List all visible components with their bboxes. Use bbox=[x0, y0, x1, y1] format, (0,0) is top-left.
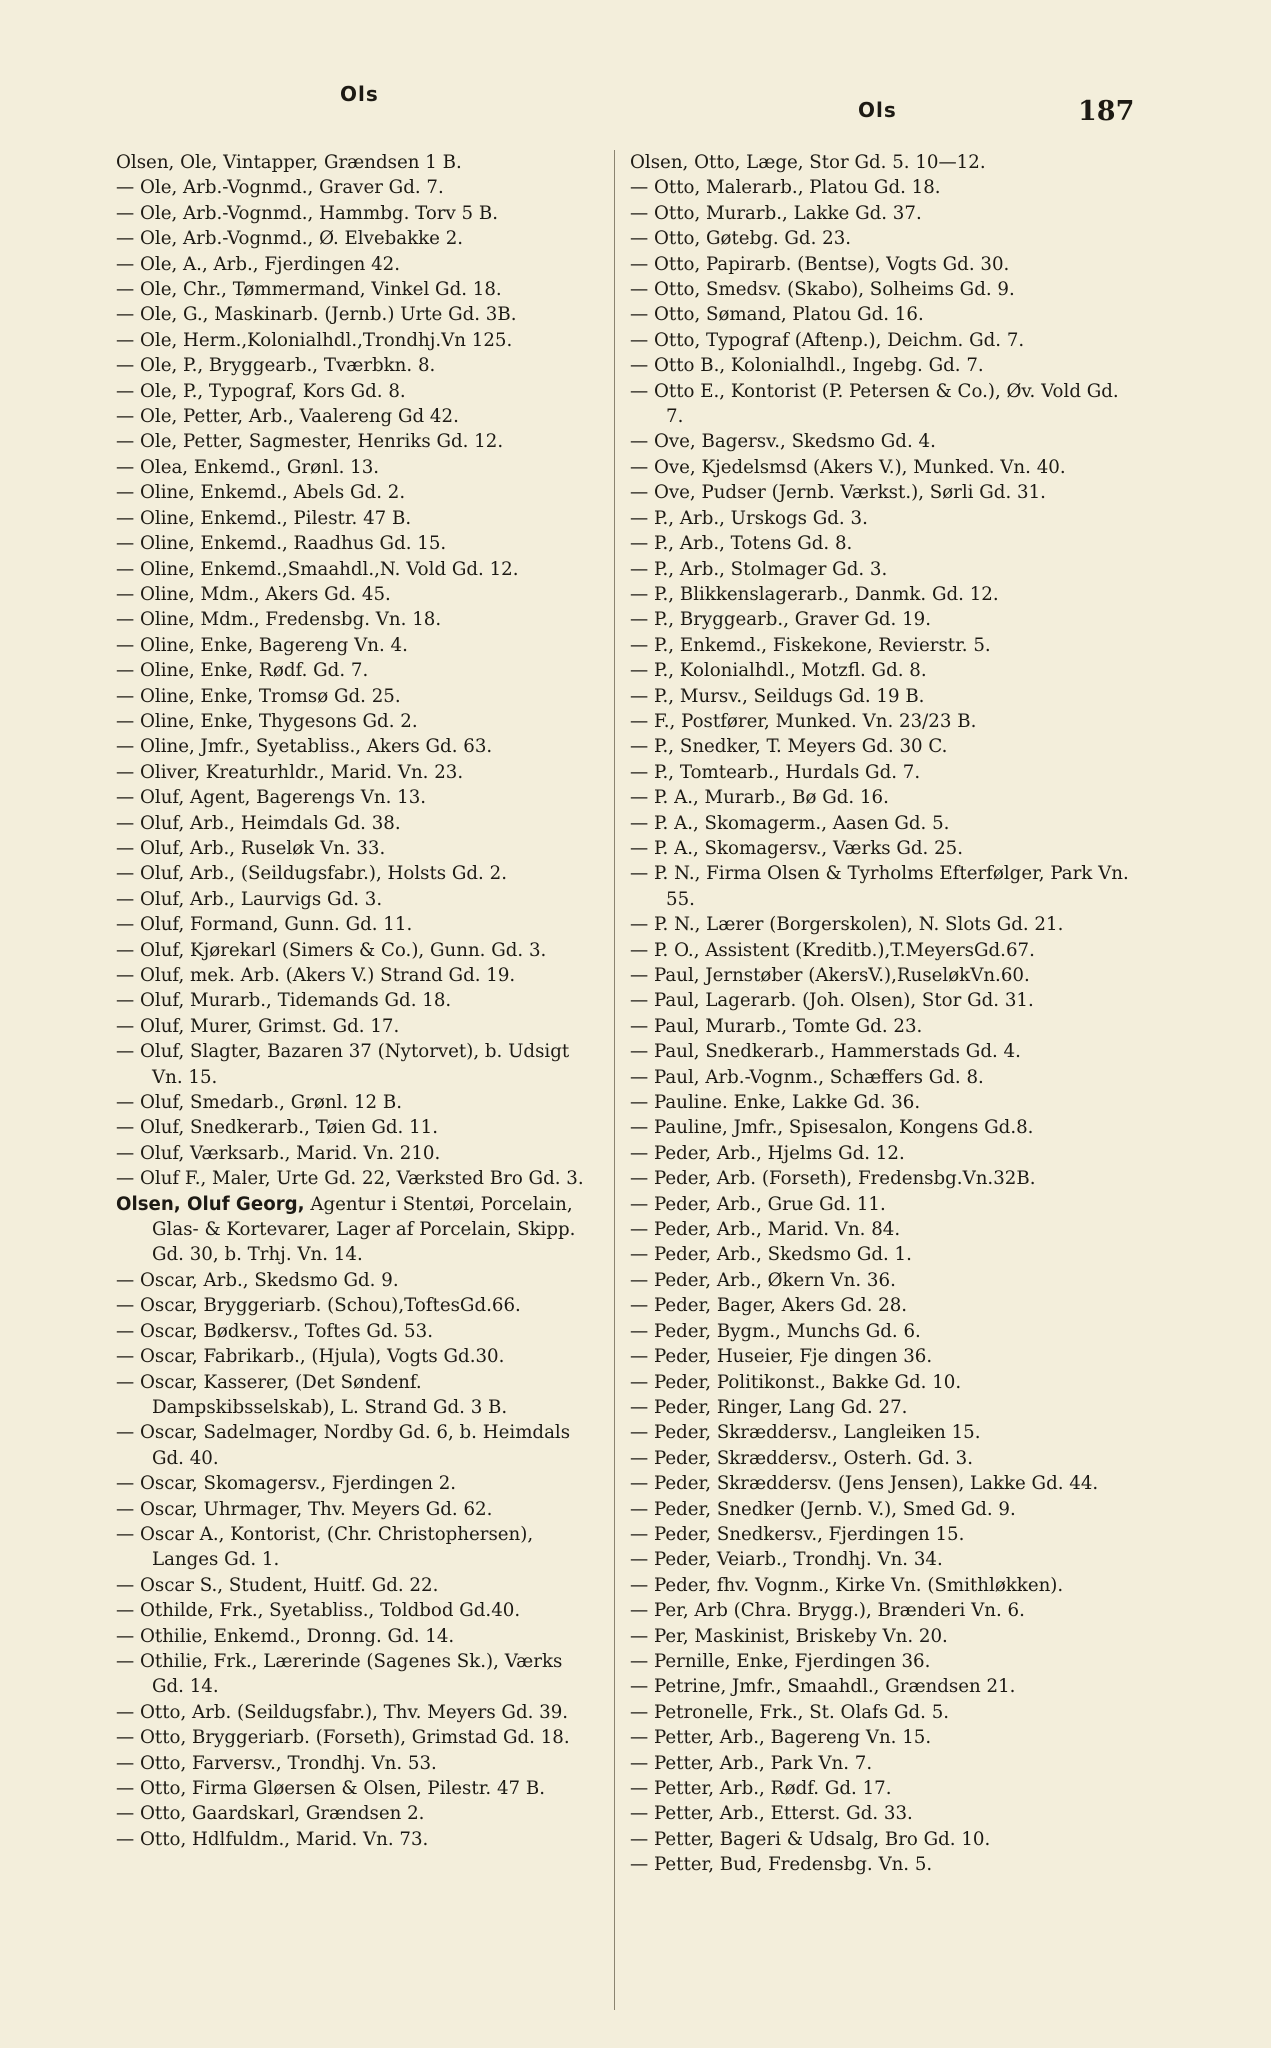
directory-entry: — Oscar, Fabrikarb., (Hjula), Vogts Gd.30. bbox=[116, 1346, 505, 1368]
directory-entry: — Otto, Gøtebg. Gd. 23. bbox=[630, 228, 852, 250]
directory-entry: — Peder, Snedkersv., Fjerdingen 15. bbox=[630, 1523, 965, 1545]
directory-entry: — Ole, Petter, Sagmester, Henriks Gd. 12. bbox=[116, 431, 504, 453]
directory-entry: — Paul, Murarb., Tomte Gd. 23. bbox=[630, 1015, 923, 1037]
directory-entry: — Paul, Arb.-Vognm., Schæffers Gd. 8. bbox=[630, 1066, 984, 1088]
directory-entry: — Oliver, Kreaturhldr., Marid. Vn. 23. bbox=[116, 761, 464, 783]
directory-entry: — Oscar, Kasserer, (Det Søndenf. Dampskibsselskab), L. Strand Gd. 3 B. bbox=[116, 1371, 508, 1418]
directory-entry: Olsen, Otto, Læge, Stor Gd. 5. 10—12. bbox=[630, 152, 986, 173]
page-header bbox=[0, 82, 1271, 127]
directory-entry: — Peder, Veiarb., Trondhj. Vn. 34. bbox=[630, 1549, 943, 1571]
directory-entry: — Othilie, Frk., Lærerinde (Sagenes Sk.), Værks Gd. 14. bbox=[116, 1650, 563, 1698]
directory-entry: — Oline, Enke, Bagereng Vn. 4. bbox=[116, 634, 408, 656]
directory-entry: — Peder, Skræddersv., Langleiken 15. bbox=[630, 1422, 981, 1444]
directory-entry: — Oluf, Smedarb., Grønl. 12 B. bbox=[116, 1092, 403, 1114]
directory-entry: — Per, Maskinist, Briskeby Vn. 20. bbox=[630, 1625, 948, 1647]
directory-entry: — Paul, Snedkerarb., Hammerstads Gd. 4. bbox=[630, 1041, 1021, 1063]
directory-entry: — Oluf, mek. Arb. (Akers V.) Strand Gd. 19. bbox=[116, 965, 516, 986]
directory-entry: — P., Arb., Urskogs Gd. 3. bbox=[630, 507, 868, 529]
directory-entry: — Oscar, Skomagersv., Fjerdingen 2. bbox=[116, 1473, 457, 1495]
directory-entry: — Otto, Smedsv. (Skabo), Solheims Gd. 9. bbox=[630, 279, 1015, 301]
directory-entry: — Otto, Malerarb., Platou Gd. 18. bbox=[630, 177, 941, 199]
directory-entry: — Ole, Arb.-Vognmd., Graver Gd. 7. bbox=[116, 177, 444, 199]
directory-entry: — Othilde, Frk., Syetabliss., Toldbod Gd.40. bbox=[116, 1600, 521, 1622]
directory-entry: — Ove, Pudser (Jernb. Værkst.), Sørli Gd. 31. bbox=[630, 482, 1046, 504]
directory-entry: — P. N., Firma Olsen & Tyrholms Efterfølger, Park Vn. 55. bbox=[630, 863, 1129, 910]
directory-entry: — Otto, Sømand, Platou Gd. 16. bbox=[630, 304, 924, 326]
directory-entry: — Otto B., Kolonialhdl., Ingebg. Gd. 7. bbox=[630, 355, 984, 377]
directory-entry: — Ole, Arb.-Vognmd., Hammbg. Torv 5 B. bbox=[116, 202, 499, 224]
directory-entry: — Peder, Snedker (Jernb. V.), Smed Gd. 9. bbox=[630, 1498, 1016, 1520]
featured-entry-text: Agentur i Stentøi, Porcelain, Glas- & Kortevarer, Lager af Porcelain, Skipp. Gd. 30, b. Trhj. Vn. 14. bbox=[152, 1193, 576, 1266]
directory-entry: — Otto, Farversv., Trondhj. Vn. 53. bbox=[116, 1752, 437, 1774]
directory-entry: — Oluf, Værksarb., Marid. Vn. 210. bbox=[116, 1142, 441, 1164]
directory-entry: — Oscar, Arb., Skedsmo Gd. 9. bbox=[116, 1269, 399, 1291]
directory-entry: — Oline, Enkemd., Abels Gd. 2. bbox=[116, 482, 406, 504]
directory-entry: — Oline, Mdm., Fredensbg. Vn. 18. bbox=[116, 609, 442, 631]
directory-entry: — Paul, Jernstøber (AkersV.),RuseløkVn.60. bbox=[630, 965, 1030, 986]
directory-entry: — Oscar, Bødkersv., Toftes Gd. 53. bbox=[116, 1320, 433, 1342]
directory-entry: — Ove, Kjedelsmsd (Akers V.), Munked. Vn. 40. bbox=[630, 456, 1066, 478]
directory-entry: — P., Kolonialhdl., Motzfl. Gd. 8. bbox=[630, 660, 927, 682]
directory-entry: — Petter, Bageri & Udsalg, Bro Gd. 10. bbox=[630, 1828, 991, 1850]
directory-entry: — Otto, Hdlfuldm., Marid. Vn. 73. bbox=[116, 1828, 429, 1850]
directory-entry: — Otto, Papirarb. (Bentse), Vogts Gd. 30. bbox=[630, 253, 1010, 275]
directory-entry: — Ole, G., Maskinarb. (Jernb.) Urte Gd. 3B. bbox=[116, 304, 517, 326]
directory-entry: — Oline, Enke, Rødf. Gd. 7. bbox=[116, 660, 369, 682]
directory-entry: — Oline, Enke, Tromsø Gd. 25. bbox=[116, 685, 401, 707]
directory-entry: — Otto, Arb. (Seildugsfabr.), Thv. Meyers Gd. 39. bbox=[116, 1701, 569, 1723]
directory-entry: — Otto, Murarb., Lakke Gd. 37. bbox=[630, 202, 922, 224]
directory-entry: — Ole, P., Typograf, Kors Gd. 8. bbox=[116, 380, 406, 402]
directory-entry: — Petter, Arb., Bagereng Vn. 15. bbox=[630, 1727, 932, 1749]
featured-entry-name: Olsen, Oluf Georg, bbox=[116, 1193, 305, 1215]
directory-entry: — Peder, Skræddersv., Osterh. Gd. 3. bbox=[630, 1447, 973, 1469]
directory-entry: — Peder, Arb., Økern Vn. 36. bbox=[630, 1269, 896, 1291]
directory-entry: Olsen, Ole, Vintapper, Grændsen 1 B. bbox=[116, 152, 462, 173]
header-middle-keyword: Ols bbox=[858, 98, 897, 122]
directory-entry: — Peder, Skræddersv. (Jens Jensen), Lakke Gd. 44. bbox=[630, 1473, 1099, 1495]
directory-entry: — Oline, Enkemd., Pilestr. 47 B. bbox=[116, 507, 412, 529]
directory-entry: — Peder, fhv. Vognm., Kirke Vn. (Smithløkken). bbox=[630, 1574, 1064, 1596]
directory-entry: — Ove, Bagersv., Skedsmo Gd. 4. bbox=[630, 431, 936, 453]
directory-entry: — Petter, Arb., Park Vn. 7. bbox=[630, 1752, 873, 1774]
directory-entry: — Petter, Arb., Etterst. Gd. 33. bbox=[630, 1803, 913, 1825]
directory-entry: — Peder, Arb. (Forseth), Fredensbg.Vn.32B. bbox=[630, 1168, 1036, 1190]
directory-entry: — P., Tomtearb., Hurdals Gd. 7. bbox=[630, 761, 921, 783]
directory-entry: — P., Arb., Totens Gd. 8. bbox=[630, 533, 853, 555]
directory-entry: — Otto, Bryggeriarb. (Forseth), Grimstad Gd. 18. bbox=[116, 1727, 570, 1749]
left-column bbox=[116, 150, 586, 1852]
directory-entry: — Oluf, Snedkerarb., Tøien Gd. 11. bbox=[116, 1117, 439, 1139]
directory-entry: — Oscar, Uhrmager, Thv. Meyers Gd. 62. bbox=[116, 1498, 493, 1520]
directory-entry: — P., Arb., Stolmager Gd. 3. bbox=[630, 558, 888, 580]
directory-entry: — Peder, Arb., Skedsmo Gd. 1. bbox=[630, 1244, 912, 1266]
directory-entry: — Oscar A., Kontorist, (Chr. Christophersen), Langes Gd. 1. bbox=[116, 1523, 534, 1571]
directory-entry: — Oline, Mdm., Akers Gd. 45. bbox=[116, 583, 391, 605]
directory-entry: — Peder, Politikonst., Bakke Gd. 10. bbox=[630, 1371, 962, 1393]
directory-entry: — Petter, Bud, Fredensbg. Vn. 5. bbox=[630, 1854, 933, 1876]
directory-entry: — Oline, Enke, Thygesons Gd. 2. bbox=[116, 710, 418, 732]
directory-entry: — Oscar, Bryggeriarb. (Schou),ToftesGd.66. bbox=[116, 1295, 521, 1317]
directory-entry: — Per, Arb (Chra. Brygg.), Brænderi Vn. 6. bbox=[630, 1600, 1025, 1622]
directory-entry: — P. N., Lærer (Borgerskolen), N. Slots Gd. 21. bbox=[630, 914, 1064, 936]
directory-entry: — Ole, Petter, Arb., Vaalereng Gd 42. bbox=[116, 406, 459, 428]
directory-entry: — Peder, Bygm., Munchs Gd. 6. bbox=[630, 1320, 921, 1342]
directory-entry: — Oluf, Kjørekarl (Simers & Co.), Gunn. Gd. 3. bbox=[116, 939, 547, 961]
directory-entry: — Ole, Herm.,Kolonialhdl.,Trondhj.Vn 125. bbox=[116, 329, 513, 351]
directory-entry: — F., Postfører, Munked. Vn. 23/23 B. bbox=[630, 710, 977, 732]
directory-entry: — Ole, Chr., Tømmermand, Vinkel Gd. 18. bbox=[116, 279, 502, 301]
directory-entry: — Peder, Huseier, Fje dingen 36. bbox=[630, 1346, 933, 1368]
directory-entry: — P., Blikkenslagerarb., Danmk. Gd. 12. bbox=[630, 583, 999, 605]
directory-entry: — Oluf, Formand, Gunn. Gd. 11. bbox=[116, 914, 413, 936]
directory-entry-featured bbox=[116, 1192, 586, 1268]
directory-entry: — Petrine, Jmfr., Smaahdl., Grændsen 21. bbox=[630, 1676, 1016, 1698]
directory-entry: — Petter, Arb., Rødf. Gd. 17. bbox=[630, 1778, 892, 1799]
directory-entry: — Petronelle, Frk., St. Olafs Gd. 5. bbox=[630, 1701, 950, 1723]
directory-entry: — Peder, Ringer, Lang Gd. 27. bbox=[630, 1396, 908, 1418]
directory-entry: — Ole, A., Arb., Fjerdingen 42. bbox=[116, 253, 401, 275]
directory-entry: — Oluf, Agent, Bagerengs Vn. 13. bbox=[116, 787, 427, 809]
directory-entry: — Oluf F., Maler, Urte Gd. 22, Værksted Bro Gd. 3. bbox=[116, 1168, 584, 1190]
directory-entry: — Oluf, Slagter, Bazaren 37 (Nytorvet), b. Udsigt Vn. 15. bbox=[116, 1041, 570, 1088]
directory-entry: — Otto E., Kontorist (P. Petersen & Co.), Øv. Vold Gd. 7. bbox=[630, 380, 1119, 428]
directory-entry: — Oluf, Murarb., Tidemands Gd. 18. bbox=[116, 990, 452, 1012]
column-divider bbox=[614, 150, 615, 2010]
directory-entry: — Oluf, Arb., Laurvigs Gd. 3. bbox=[116, 888, 383, 910]
directory-entry: — P. A., Skomagerm., Aasen Gd. 5. bbox=[630, 812, 950, 834]
directory-entry: — P. A., Skomagersv., Værks Gd. 25. bbox=[630, 837, 964, 859]
directory-entry: — P., Mursv., Seildugs Gd. 19 B. bbox=[630, 685, 925, 707]
directory-entry: — Peder, Arb., Hjelms Gd. 12. bbox=[630, 1142, 905, 1164]
directory-entry: — Pernille, Enke, Fjerdingen 36. bbox=[630, 1650, 931, 1672]
directory-entry: — Otto, Firma Gløersen & Olsen, Pilestr. 47 B. bbox=[116, 1778, 546, 1799]
directory-entry: — Oluf, Arb., Heimdals Gd. 38. bbox=[116, 812, 401, 834]
directory-entry: — Ole, Arb.-Vognmd., Ø. Elvebakke 2. bbox=[116, 228, 464, 250]
directory-entry: — P. A., Murarb., Bø Gd. 16. bbox=[630, 787, 889, 809]
page-number: 187 bbox=[1078, 96, 1135, 127]
directory-entry: — Oluf, Murer, Grimst. Gd. 17. bbox=[116, 1015, 400, 1037]
directory-entry: — P. O., Assistent (Kreditb.),T.MeyersGd.67. bbox=[630, 939, 1035, 961]
directory-entry: — Paul, Lagerarb. (Joh. Olsen), Stor Gd. 31. bbox=[630, 990, 1034, 1012]
directory-entry: — Pauline. Enke, Lakke Gd. 36. bbox=[630, 1092, 921, 1114]
directory-entry: — Otto, Gaardskarl, Grændsen 2. bbox=[116, 1803, 425, 1825]
header-left-keyword: Ols bbox=[340, 82, 379, 106]
directory-entry: — Peder, Arb., Grue Gd. 11. bbox=[630, 1193, 886, 1215]
directory-entry: — Oluf, Arb., (Seildugsfabr.), Holsts Gd. 2. bbox=[116, 863, 507, 885]
directory-entry: — Olea, Enkemd., Grønl. 13. bbox=[116, 456, 380, 478]
directory-entry: — Peder, Bager, Akers Gd. 28. bbox=[630, 1295, 908, 1317]
directory-entry: — Oline, Enkemd.,Smaahdl.,N. Vold Gd. 12. bbox=[116, 558, 519, 580]
directory-entry: — P., Snedker, T. Meyers Gd. 30 C. bbox=[630, 736, 948, 758]
directory-entry: — P., Enkemd., Fiskekone, Revierstr. 5. bbox=[630, 634, 991, 656]
directory-entry: — Oline, Jmfr., Syetabliss., Akers Gd. 63. bbox=[116, 736, 493, 758]
directory-entry: — Othilie, Enkemd., Dronng. Gd. 14. bbox=[116, 1625, 455, 1647]
directory-entry: — Oluf, Arb., Ruseløk Vn. 33. bbox=[116, 837, 386, 859]
directory-entry: — Pauline, Jmfr., Spisesalon, Kongens Gd.8. bbox=[630, 1117, 1034, 1139]
right-column bbox=[630, 150, 1130, 1878]
directory-entry: — Ole, P., Bryggearb., Tværbkn. 8. bbox=[116, 355, 436, 377]
directory-entry: — Oline, Enkemd., Raadhus Gd. 15. bbox=[116, 533, 447, 555]
directory-entry: — P., Bryggearb., Graver Gd. 19. bbox=[630, 609, 932, 631]
directory-entry: — Otto, Typograf (Aftenp.), Deichm. Gd. 7. bbox=[630, 329, 1025, 351]
directory-entry: — Oscar S., Student, Huitf. Gd. 22. bbox=[116, 1574, 439, 1596]
directory-entry: — Peder, Arb., Marid. Vn. 84. bbox=[630, 1219, 901, 1241]
directory-entry: — Oscar, Sadelmager, Nordby Gd. 6, b. Heimdals Gd. 40. bbox=[116, 1422, 571, 1469]
